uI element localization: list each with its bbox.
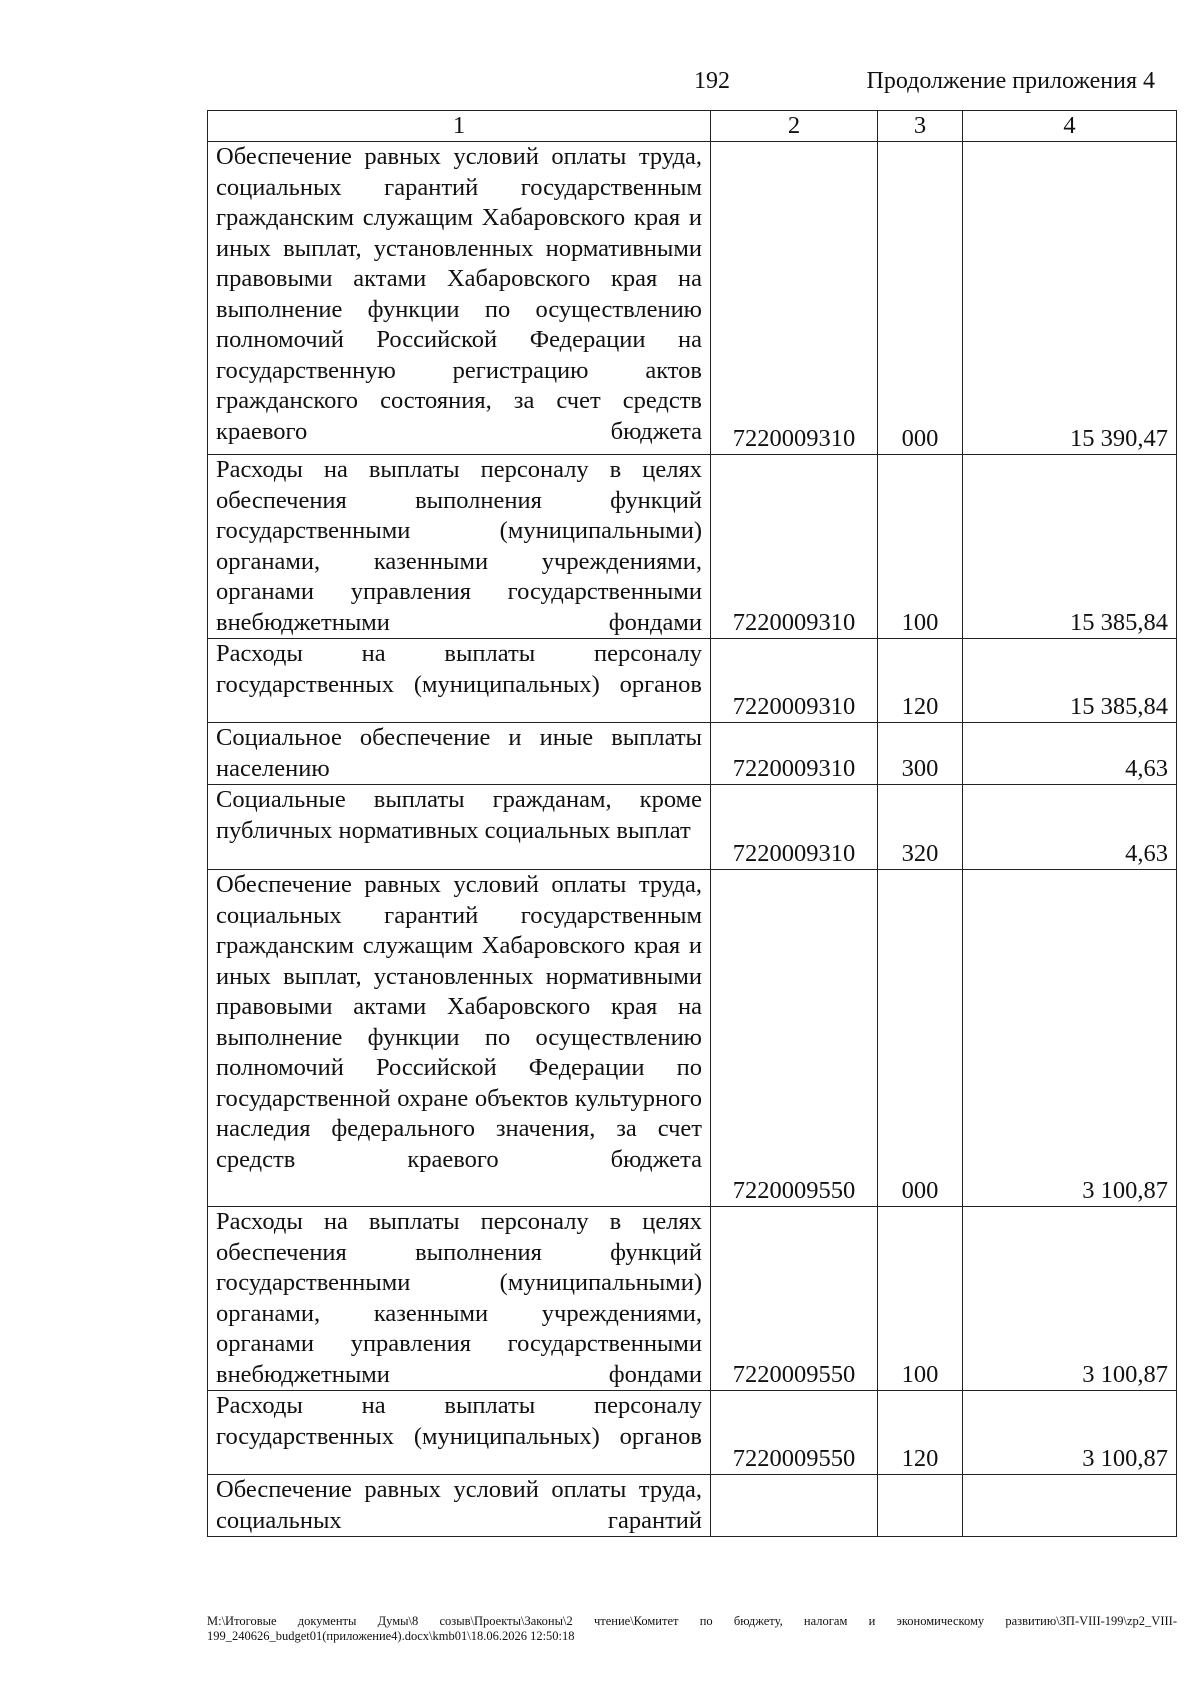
row-type: 300: [878, 723, 963, 785]
row-name: Обеспечение равных условий оплаты труда, социальных гарантий государственным гражданским служащим Хабаровского края и иных выплат, установленных нормативными правовыми актами Хабаровского края на выполнение функции по осуществлению полномочий Российской Федерации по государственной охране объектов культурного наследия федерального значения, за счет средств краевого бюджета: [208, 870, 711, 1207]
row-amount: 3 100,87: [963, 1207, 1177, 1391]
row-code: 7220009550: [711, 870, 878, 1207]
row-amount: 15 385,84: [963, 639, 1177, 723]
row-type: 100: [878, 1207, 963, 1391]
column-header-3: 3: [878, 111, 963, 142]
row-name: Социальное обеспечение и иные выплаты населению: [208, 723, 711, 785]
column-header-4: 4: [963, 111, 1177, 142]
row-name: Обеспечение равных условий оплаты труда, социальных гарантий: [208, 1475, 711, 1537]
row-name: Расходы на выплаты персоналу государственных (муниципальных) органов: [208, 639, 711, 723]
row-type: 120: [878, 1391, 963, 1475]
row-code: 7220009550: [711, 1207, 878, 1391]
row-code: 7220009550: [711, 1391, 878, 1475]
row-name: Социальные выплаты гражданам, кроме публичных нормативных социальных выплат: [208, 785, 711, 870]
page-number: 192: [694, 68, 730, 94]
table-row: [208, 455, 1177, 639]
table-row: [208, 1475, 1177, 1537]
table-row: [208, 723, 1177, 785]
row-code: 7220009310: [711, 723, 878, 785]
row-type: 100: [878, 455, 963, 639]
column-header-2: 2: [711, 111, 878, 142]
row-type: 000: [878, 142, 963, 455]
row-name: Расходы на выплаты персоналу государственных (муниципальных) органов: [208, 1391, 711, 1475]
row-name: Обеспечение равных условий оплаты труда, социальных гарантий государственным гражданским служащим Хабаровского края и иных выплат, установленных нормативными правовыми актами Хабаровского края на выполнение функции по осуществлению полномочий Российской Федерации на государственную регистрацию актов гражданского состояния, за счет средств краевого бюджета: [208, 142, 711, 455]
column-header-1: 1: [208, 111, 711, 142]
row-amount: 15 390,47: [963, 142, 1177, 455]
row-amount: 4,63: [963, 785, 1177, 870]
row-code: 7220009310: [711, 639, 878, 723]
table-header-row: [208, 111, 1177, 142]
row-name: Расходы на выплаты персоналу в целях обеспечения выполнения функций государственными (муниципальными) органами, казенными учреждениями, органами управления государственными внебюджетными фондами: [208, 1207, 711, 1391]
row-code: 7220009310: [711, 785, 878, 870]
row-type: 120: [878, 639, 963, 723]
file-path-footer: M:\Итоговые документы Думы\8 созыв\Проекты\Законы\2 чтение\Комитет по бюджету, налогам и экономическому развитию\ЗП-VIII-199\zp2_VIII-199_240626_budget01(приложение4).docx\kmb01\18.06.2026 12:50:18: [207, 1614, 1177, 1643]
row-type: 320: [878, 785, 963, 870]
table-row: [208, 639, 1177, 723]
row-code: 7220009310: [711, 142, 878, 455]
row-name: Расходы на выплаты персоналу в целях обеспечения выполнения функций государственными (муниципальными) органами, казенными учреждениями, органами управления государственными внебюджетными фондами: [208, 455, 711, 639]
table-row: [208, 142, 1177, 455]
row-amount: 3 100,87: [963, 870, 1177, 1207]
row-code: [711, 1475, 878, 1537]
row-amount: 15 385,84: [963, 455, 1177, 639]
table-row: [208, 1391, 1177, 1475]
table-row: [208, 870, 1177, 1207]
row-amount: 4,63: [963, 723, 1177, 785]
row-type: [878, 1475, 963, 1537]
budget-table: [207, 110, 1177, 1537]
row-code: 7220009310: [711, 455, 878, 639]
row-amount: [963, 1475, 1177, 1537]
row-type: 000: [878, 870, 963, 1207]
table-row: [208, 785, 1177, 870]
continuation-label: Продолжение приложения 4: [866, 68, 1155, 94]
table-row: [208, 1207, 1177, 1391]
row-amount: 3 100,87: [963, 1391, 1177, 1475]
